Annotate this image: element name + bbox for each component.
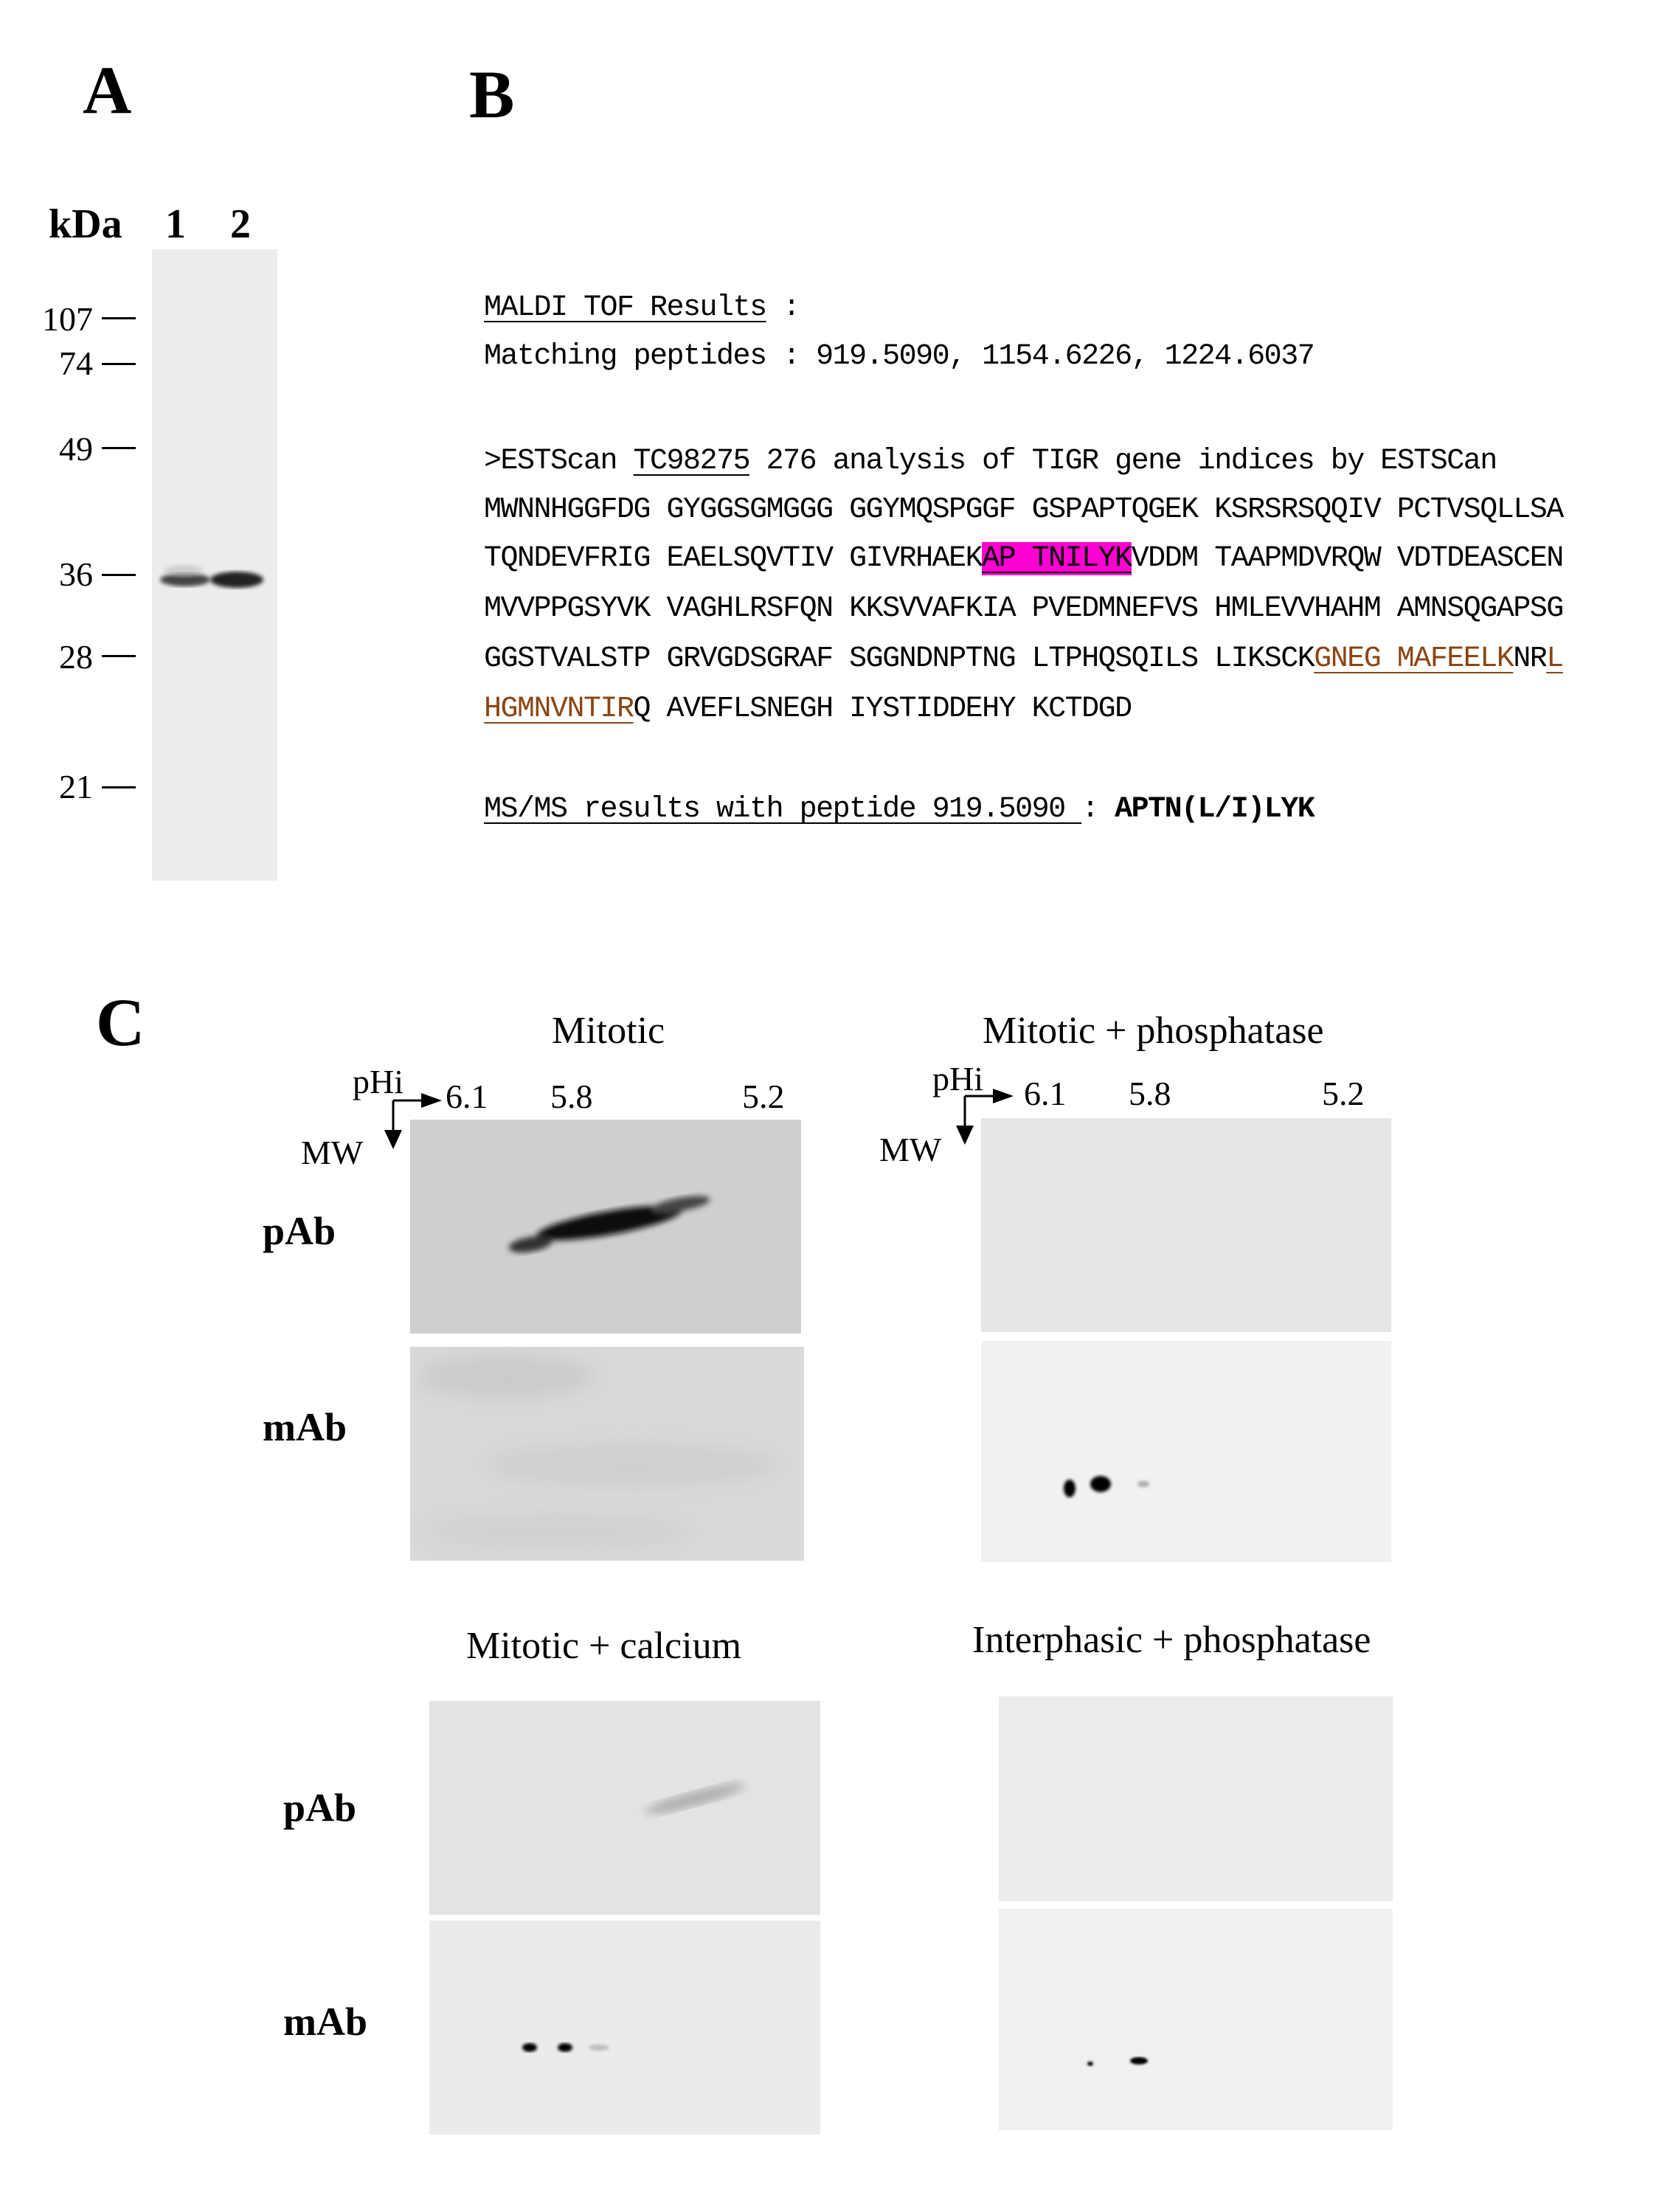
mw-marker-21: 21 <box>59 768 93 805</box>
mw-marker-49: 49 <box>59 430 93 468</box>
sds-gel-image <box>152 249 277 881</box>
matching-peptides: Matching peptides : 919.5090, 1154.6226, 1224.6037 <box>484 340 1315 373</box>
mw-marker-36: 36 <box>59 555 93 593</box>
msms-result-line <box>484 795 1314 825</box>
blot-interphasic-phosphatase-pab <box>999 1696 1393 1901</box>
matched-peptide-2-start: L <box>1546 642 1563 676</box>
blot-title-mitotic-phosphatase: Mitotic + phosphatase <box>983 1010 1324 1052</box>
sequence-line-2 <box>484 544 1563 574</box>
panel-b-letter: B <box>469 57 515 132</box>
axis-mw-label-1: MW <box>301 1134 364 1171</box>
axis-phi-label-1: pHi <box>353 1063 404 1100</box>
sequence-line-1: MWNNHGGFDG GYGGSGMGGG GGYMQSPGGF GSPAPTQGEK KSRSRSQQIV PCTVSQLLSA <box>484 493 1563 527</box>
est-suffix: 276 analysis of TIGR gene indices by ESTSCan <box>749 445 1497 478</box>
blot-interphasic-phosphatase-mab <box>999 1909 1393 2130</box>
seq-line-2-part-a: TQNDEVFRIG EAELSQVTIV GIVRHAEK <box>484 542 983 575</box>
highlighted-peptide: AP TNILYK <box>982 542 1132 575</box>
est-prefix: >ESTScan <box>484 445 634 478</box>
mw-tick-107 <box>102 317 136 319</box>
mw-tick-28 <box>102 655 136 657</box>
seq-line-5-part-b: Q AVEFLSNEGH IYSTIDDEHY KCTDGD <box>633 693 1132 726</box>
blot-mitotic-mab <box>410 1347 804 1561</box>
seq-line-2-part-b: VDDM TAAPMDVRQW VDTDEASCEN <box>1131 542 1563 575</box>
gel-lane-2-label: 2 <box>230 201 251 247</box>
sequence-line-3: MVVPPGSYVK VAGHLRSFQN KKSVVAFKIA PVEDMNEFVS HMLEVVHAHM AMNSQGAPSG <box>484 592 1563 625</box>
sequence-line-4 <box>484 642 1563 676</box>
gel-band-lane-1-smear <box>164 565 203 577</box>
sds-gel-bands <box>152 249 277 881</box>
matched-peptide-1: GNEG MAFEELK <box>1314 642 1514 676</box>
ph-value-1-c: 5.2 <box>742 1078 785 1115</box>
msms-label: MS/MS results with peptide 919.5090 <box>484 793 1082 826</box>
ph-value-1-a: 6.1 <box>446 1078 488 1115</box>
blot-mitotic-calcium-mab <box>429 1921 820 2135</box>
est-id: TC98275 <box>633 445 750 478</box>
mw-tick-36 <box>102 574 136 576</box>
mw-marker-107: 107 <box>42 300 93 338</box>
msms-colon: : <box>1081 793 1115 826</box>
gel-unit-label: kDa <box>49 201 122 247</box>
blot-mitotic-phosphatase-mab <box>981 1341 1391 1562</box>
msms-peptide: APTN(L/I)LYK <box>1115 793 1315 826</box>
row-label-mab-3: mAb <box>283 2000 368 2044</box>
ph-value-2-b: 5.8 <box>1129 1075 1171 1112</box>
est-header-line <box>484 447 1497 476</box>
gel-band-lane-2 <box>210 572 263 588</box>
mw-tick-74 <box>102 363 136 365</box>
matched-peptide-2-end: HGMNVNTIR <box>484 693 634 726</box>
row-label-pab-3: pAb <box>283 1786 357 1830</box>
sequence-line-5 <box>484 695 1132 724</box>
mw-tick-49 <box>102 447 136 449</box>
maldi-heading-colon: : <box>766 291 800 325</box>
ph-value-1-b: 5.8 <box>550 1078 593 1115</box>
blot-title-mitotic-calcium: Mitotic + calcium <box>466 1625 742 1667</box>
row-label-pab-1: pAb <box>263 1209 336 1253</box>
blot-mitotic-calcium-pab <box>429 1701 820 1915</box>
maldi-heading-line <box>484 291 800 325</box>
mw-tick-21 <box>102 786 136 788</box>
blot-mitotic-phosphatase-pab <box>981 1118 1391 1332</box>
row-label-mab-1: mAb <box>263 1405 347 1449</box>
blot-title-interphasic-phosphatase: Interphasic + phosphatase <box>972 1619 1371 1661</box>
panel-c-letter: C <box>96 985 145 1060</box>
maldi-heading: MALDI TOF Results <box>484 291 766 325</box>
gel-lane-1-label: 1 <box>165 201 186 247</box>
mw-marker-74: 74 <box>59 344 93 382</box>
ph-value-2-c: 5.2 <box>1322 1075 1365 1112</box>
blot-mitotic-pab <box>410 1120 801 1334</box>
seq-line-4-part-a: GGSTVALSTP GRVGDSGRAF SGGNDNPTNG LTPHQSQILS LIKSCK <box>484 642 1315 676</box>
seq-line-4-part-b: NR <box>1513 642 1547 676</box>
axis-phi-label-2: pHi <box>932 1060 983 1098</box>
mw-marker-28: 28 <box>59 638 93 676</box>
ph-value-2-a: 6.1 <box>1024 1075 1067 1112</box>
blot-title-mitotic: Mitotic <box>552 1010 665 1052</box>
panel-a-letter: A <box>83 52 132 128</box>
axis-mw-label-2: MW <box>879 1131 942 1168</box>
